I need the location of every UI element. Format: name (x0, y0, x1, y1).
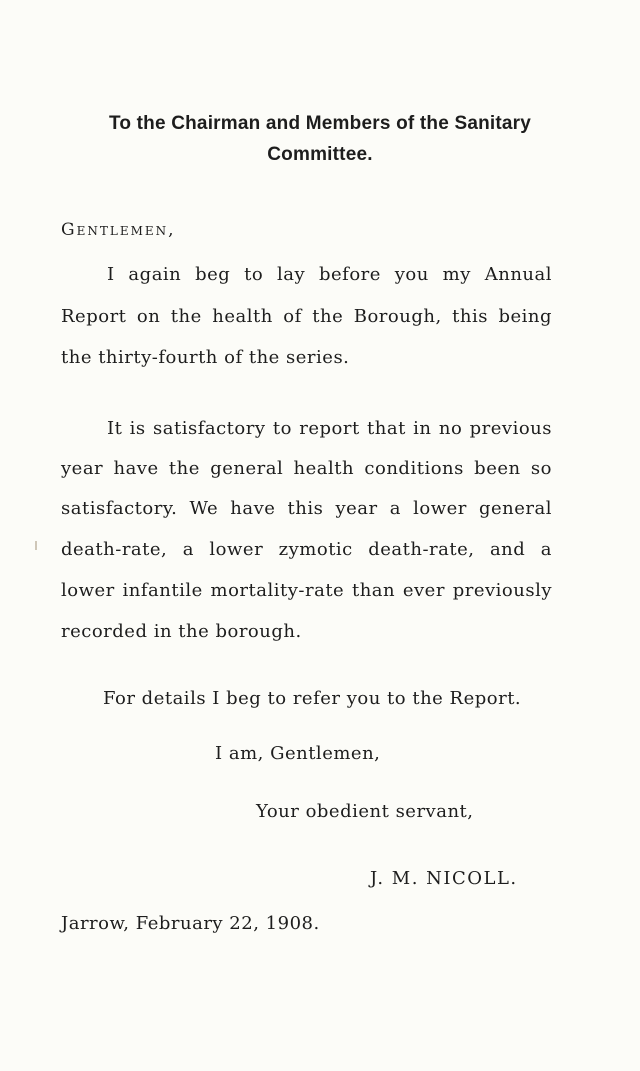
signature: J. M. NICOLL. (370, 868, 518, 889)
paragraph-2-line-4: death-rate, a lower zymotic death-rate, and a (61, 539, 552, 560)
paragraph-2-line-2: year have the general health conditions been so (61, 458, 552, 479)
closing-line: I am, Gentlemen, (215, 743, 381, 764)
paragraph-2-line-3: satisfactory. We have this year a lower general (61, 498, 552, 519)
salutation: Gentlemen, (61, 220, 176, 240)
paragraph-2-line-6: recorded in the borough. (61, 621, 302, 642)
paragraph-1-line-1: I again beg to lay before you my Annual (107, 264, 552, 285)
details-line: For details I beg to refer you to the Report. (103, 688, 522, 709)
valediction-line: Your obedient servant, (256, 801, 474, 822)
paragraph-2-line-5: lower infantile mortality-rate than ever previously (61, 580, 552, 601)
heading-line-2: Committee. (267, 144, 373, 165)
heading-line-1: To the Chairman and Members of the Sanitary (108, 113, 532, 134)
place-date: Jarrow, February 22, 1908. (61, 913, 320, 934)
paragraph-1-line-2: Report on the health of the Borough, this being (61, 306, 552, 327)
paper-speck (35, 541, 37, 550)
paragraph-2-line-1: It is satisfactory to report that in no previous (107, 418, 552, 439)
paragraph-1-line-3: the thirty-fourth of the series. (61, 347, 350, 368)
